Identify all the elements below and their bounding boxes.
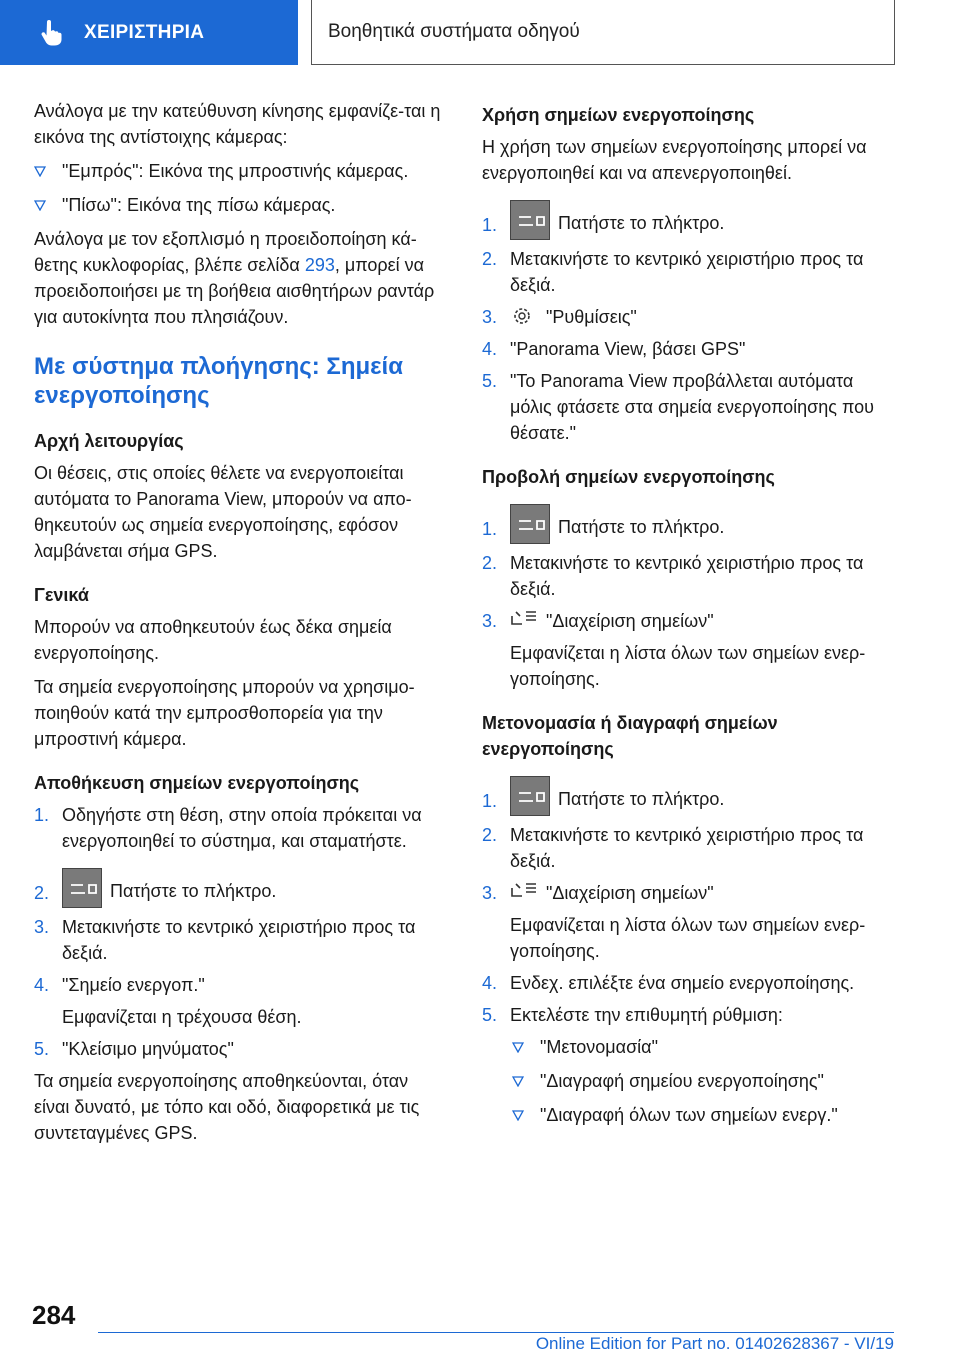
camera-button-icon[interactable] xyxy=(510,504,550,544)
save-outro: Τα σημεία ενεργοποίησης αποθηκεύονται, όταν είναι δυνατό, με τόπο και οδό, διαφορετικά με τις συντεταγμένες GPS. xyxy=(34,1071,420,1143)
list-item: "Διαγραφή σημείου ενεργοποίησης" xyxy=(482,1068,897,1094)
general-heading: Γενικά xyxy=(34,585,89,605)
principle-heading: Αρχή λειτουργίας xyxy=(34,431,184,451)
list-item: 2. Πατήστε το πλήκτρο. xyxy=(34,868,444,908)
list-item: 3. "Διαχείριση σημείων" xyxy=(482,880,897,906)
section-title: Βοηθητικά συστήματα οδηγού xyxy=(311,0,895,65)
bullet-triangle-icon xyxy=(512,1110,524,1121)
list-item: 3. "Ρυθμίσεις" xyxy=(482,304,897,330)
list-item: 4. "Σημείο ενεργοπ." xyxy=(34,975,205,995)
settings-gear-icon xyxy=(510,304,538,328)
list-item: 4. Ενδεχ. επιλέξτε ένα σημείο ενεργοποίησης. xyxy=(482,973,855,993)
intro-text: Ανάλογα με την κατεύθυνση κίνησης εμφανίζε-ται η εικόνα της αντίστοιχης κάμερας: xyxy=(34,101,441,147)
list-item: "Διαγραφή όλων των σημείων ενεργ." xyxy=(482,1102,897,1128)
step-note: Εμφανίζεται η λίστα όλων των σημείων ενερ-γοποίησης. xyxy=(510,643,866,689)
main-heading: Με σύστημα πλοήγησης: Σημεία ενεργοποίησης xyxy=(34,353,403,409)
bullet-triangle-icon xyxy=(512,1076,524,1087)
general-text-2: Τα σημεία ενεργοποίησης μπορούν να χρησιμο-ποιηθούν κατά την εμπροσθοπορεία για την μπροστινή κάμερα. xyxy=(34,677,415,749)
rename-heading: Μετονομασία ή διαγραφή σημείων ενεργοποίησης xyxy=(482,713,778,759)
page-number: 284 xyxy=(32,1300,76,1330)
list-item: "Πίσω": Εικόνα της πίσω κάμερας. xyxy=(34,192,444,218)
list-item: 2. Μετακινήστε το κεντρικό χειριστήριο προς τα δεξιά. xyxy=(482,825,864,871)
list-item: 3. Μετακινήστε το κεντρικό χειριστήριο προς τα δεξιά. xyxy=(34,917,416,963)
list-item: "Εμπρός": Εικόνα της μπροστινής κάμερας. xyxy=(34,158,444,184)
list-item: 3. "Διαχείριση σημείων" xyxy=(482,608,897,634)
save-heading: Αποθήκευση σημείων ενεργοποίησης xyxy=(34,773,360,793)
list-item: 5. "Κλείσιμο μηνύματος" xyxy=(34,1039,234,1059)
principle-text: Οι θέσεις, στις οποίες θέλετε να ενεργοποιείται αυτόματα το Panorama View, μπορούν να απο-θηκευτούν ως σημεία ενεργοποίησης, εφόσον λαμβάνεται σήμα GPS. xyxy=(34,463,412,561)
view-heading: Προβολή σημείων ενεργοποίησης xyxy=(482,467,775,487)
general-text-1: Μπορούν να αποθηκευτούν έως δέκα σημεία ενεργοποίησης. xyxy=(34,617,392,663)
camera-button-icon[interactable] xyxy=(62,868,102,908)
list-item: 2. Μετακινήστε το κεντρικό χειριστήριο προς τα δεξιά. xyxy=(482,553,864,599)
warning-text: Ανάλογα με τον εξοπλισμό η προειδοποίηση κά-θετης κυκλοφορίας, βλέπε σελίδα 293, μπορεί να προειδοποιήσει με τη βοήθεια αισθητήρων ραντάρ για αυτοκίνητα που πλησιάζουν. xyxy=(34,229,435,327)
step-note: Εμφανίζεται η λίστα όλων των σημείων ενερ-γοποίησης. xyxy=(510,915,866,961)
hand-pointer-icon xyxy=(38,19,66,47)
list-item: 2. Μετακινήστε το κεντρικό χειριστήριο προς τα δεξιά. xyxy=(482,249,864,295)
list-item: 4. "Panorama View, βάσει GPS" xyxy=(482,339,746,359)
chapter-tab[interactable] xyxy=(0,0,298,65)
camera-button-icon[interactable] xyxy=(510,776,550,816)
list-item: "Μετονομασία" xyxy=(482,1034,897,1060)
list-item: 5. "Το Panorama View προβάλλεται αυτόματα μόλις φτάσετε στα σημεία ενεργοποίησης που θέσατε." xyxy=(482,371,874,443)
use-text: Η χρήση των σημείων ενεργοποίησης μπορεί να ενεργοποιηθεί και να απενεργοποιηθεί. xyxy=(482,137,867,183)
step-note: Εμφανίζεται η τρέχουσα θέση. xyxy=(62,1007,302,1027)
use-heading: Χρήση σημείων ενεργοποίησης xyxy=(482,105,755,125)
footer-divider xyxy=(98,1332,894,1333)
list-item: 5. Εκτελέστε την επιθυμητή ρύθμιση: xyxy=(482,1005,783,1025)
manage-points-icon xyxy=(510,608,538,632)
list-item: 1. Πατήστε το πλήκτρο. xyxy=(482,200,897,240)
bullet-triangle-icon xyxy=(34,200,46,211)
page-link[interactable]: 293 xyxy=(304,255,335,275)
left-column xyxy=(34,98,444,1154)
manage-points-icon xyxy=(510,880,538,904)
bullet-triangle-icon xyxy=(34,166,46,177)
list-item: 1. Πατήστε το πλήκτρο. xyxy=(482,504,897,544)
right-column xyxy=(482,98,897,1136)
edition-text: Online Edition for Part no. 01402628367 - VI/19 xyxy=(535,1334,894,1353)
chapter-title: ΧΕΙΡΙΣΤΗΡΙΑ xyxy=(84,21,205,43)
list-item: 1. Οδηγήστε στη θέση, στην οποία πρόκειται να ενεργοποιηθεί το σύστημα, και σταματήστε. xyxy=(34,805,422,851)
list-item: 1. Πατήστε το πλήκτρο. xyxy=(482,776,897,816)
camera-button-icon[interactable] xyxy=(510,200,550,240)
bullet-triangle-icon xyxy=(512,1042,524,1053)
